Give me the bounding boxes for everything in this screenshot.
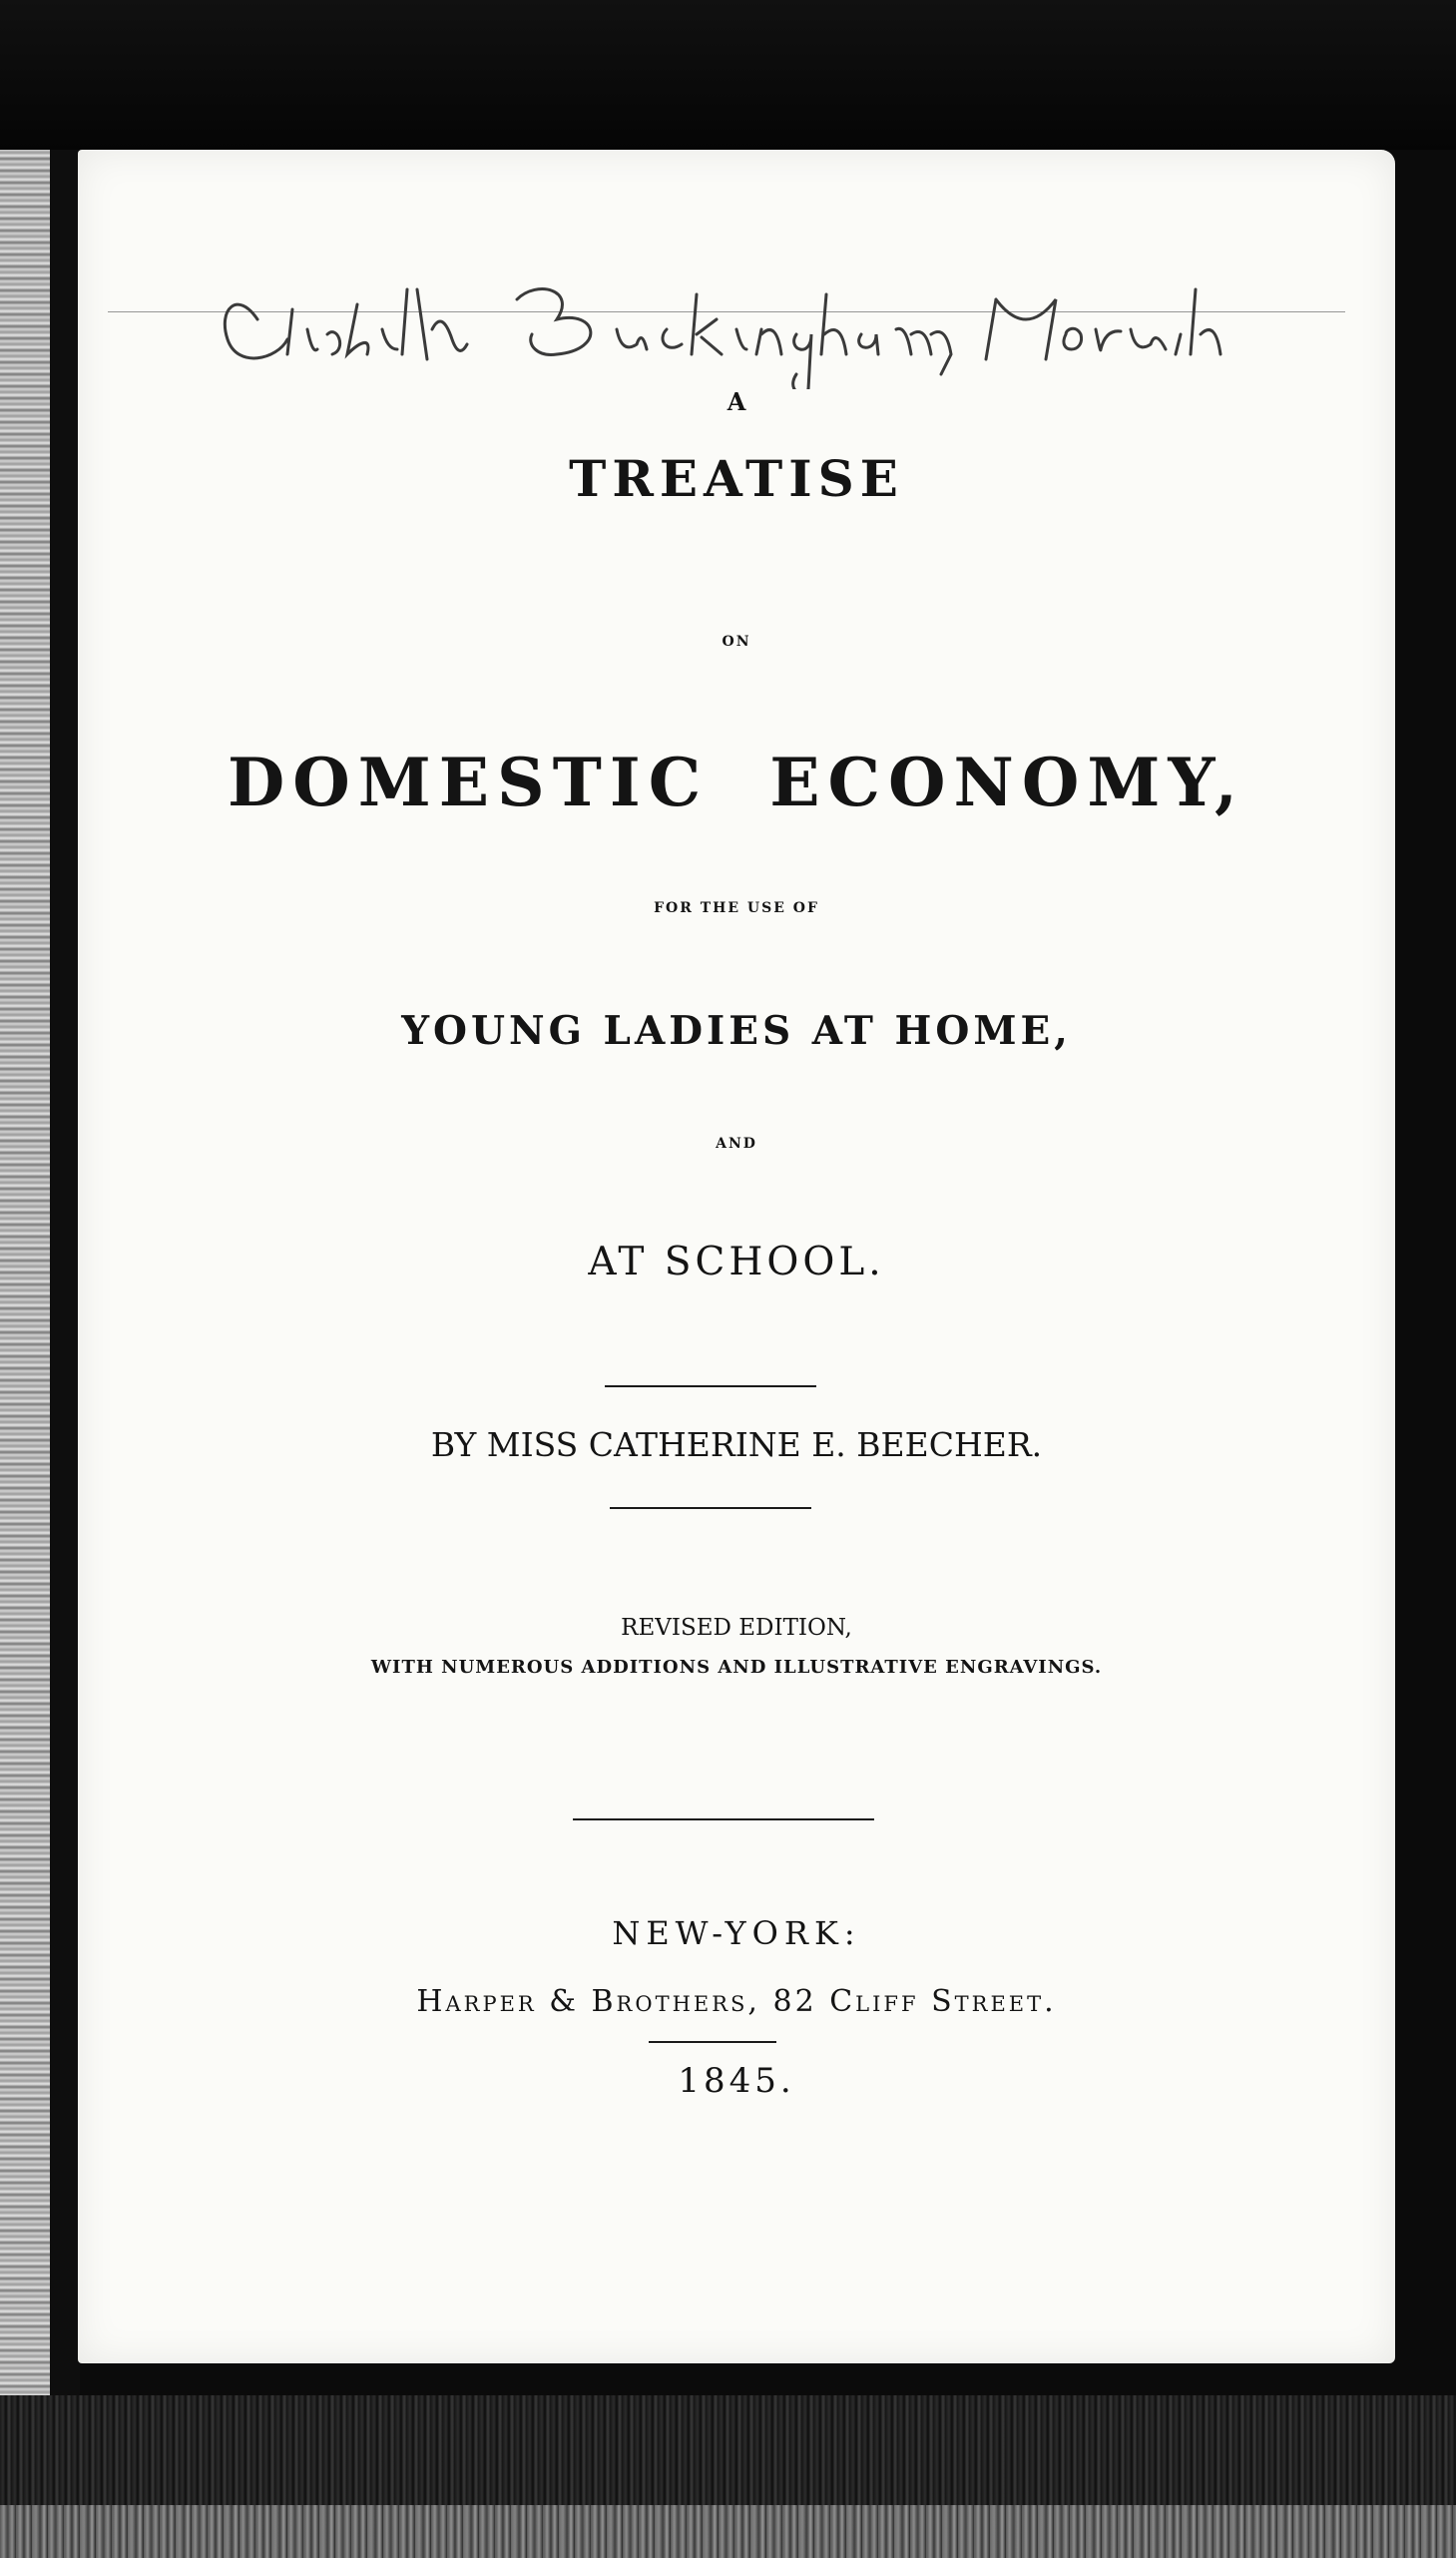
imprint-city: NEW-YORK: (612, 1914, 861, 1952)
scan-bottom-border (0, 2395, 1456, 2558)
title-audience-school: AT SCHOOL. (588, 1240, 885, 1284)
divider-top (605, 1385, 816, 1387)
divider-lower (573, 1818, 874, 1820)
book-binding-edge (0, 150, 80, 2395)
title-and: AND (716, 1136, 757, 1152)
title-article: A (727, 387, 746, 416)
imprint-publisher: Harper & Brothers, 82 Cliff Street. (416, 1984, 1057, 2019)
signature-text: Elisabeth Buckingham, Norwich (198, 250, 212, 251)
handwritten-signature (198, 250, 1395, 389)
divider-middle (610, 1507, 811, 1509)
scan-top-border (0, 0, 1456, 150)
title-treatise: TREATISE (569, 449, 904, 508)
title-edition: REVISED EDITION, (621, 1615, 852, 1641)
title-additions: WITH NUMEROUS ADDITIONS AND ILLUSTRATIVE ENGRAVINGS. (370, 1657, 1103, 1678)
title-subject: DOMESTIC ECONOMY, (227, 744, 1246, 821)
divider-year (649, 2041, 776, 2043)
title-author: BY MISS CATHERINE E. BEECHER. (430, 1425, 1043, 1464)
title-on: ON (722, 634, 751, 650)
title-page (78, 150, 1395, 2363)
title-audience-home: YOUNG LADIES AT HOME, (401, 1008, 1072, 1054)
title-for-use: FOR THE USE OF (654, 900, 819, 916)
imprint-year: 1845. (678, 2061, 795, 2101)
